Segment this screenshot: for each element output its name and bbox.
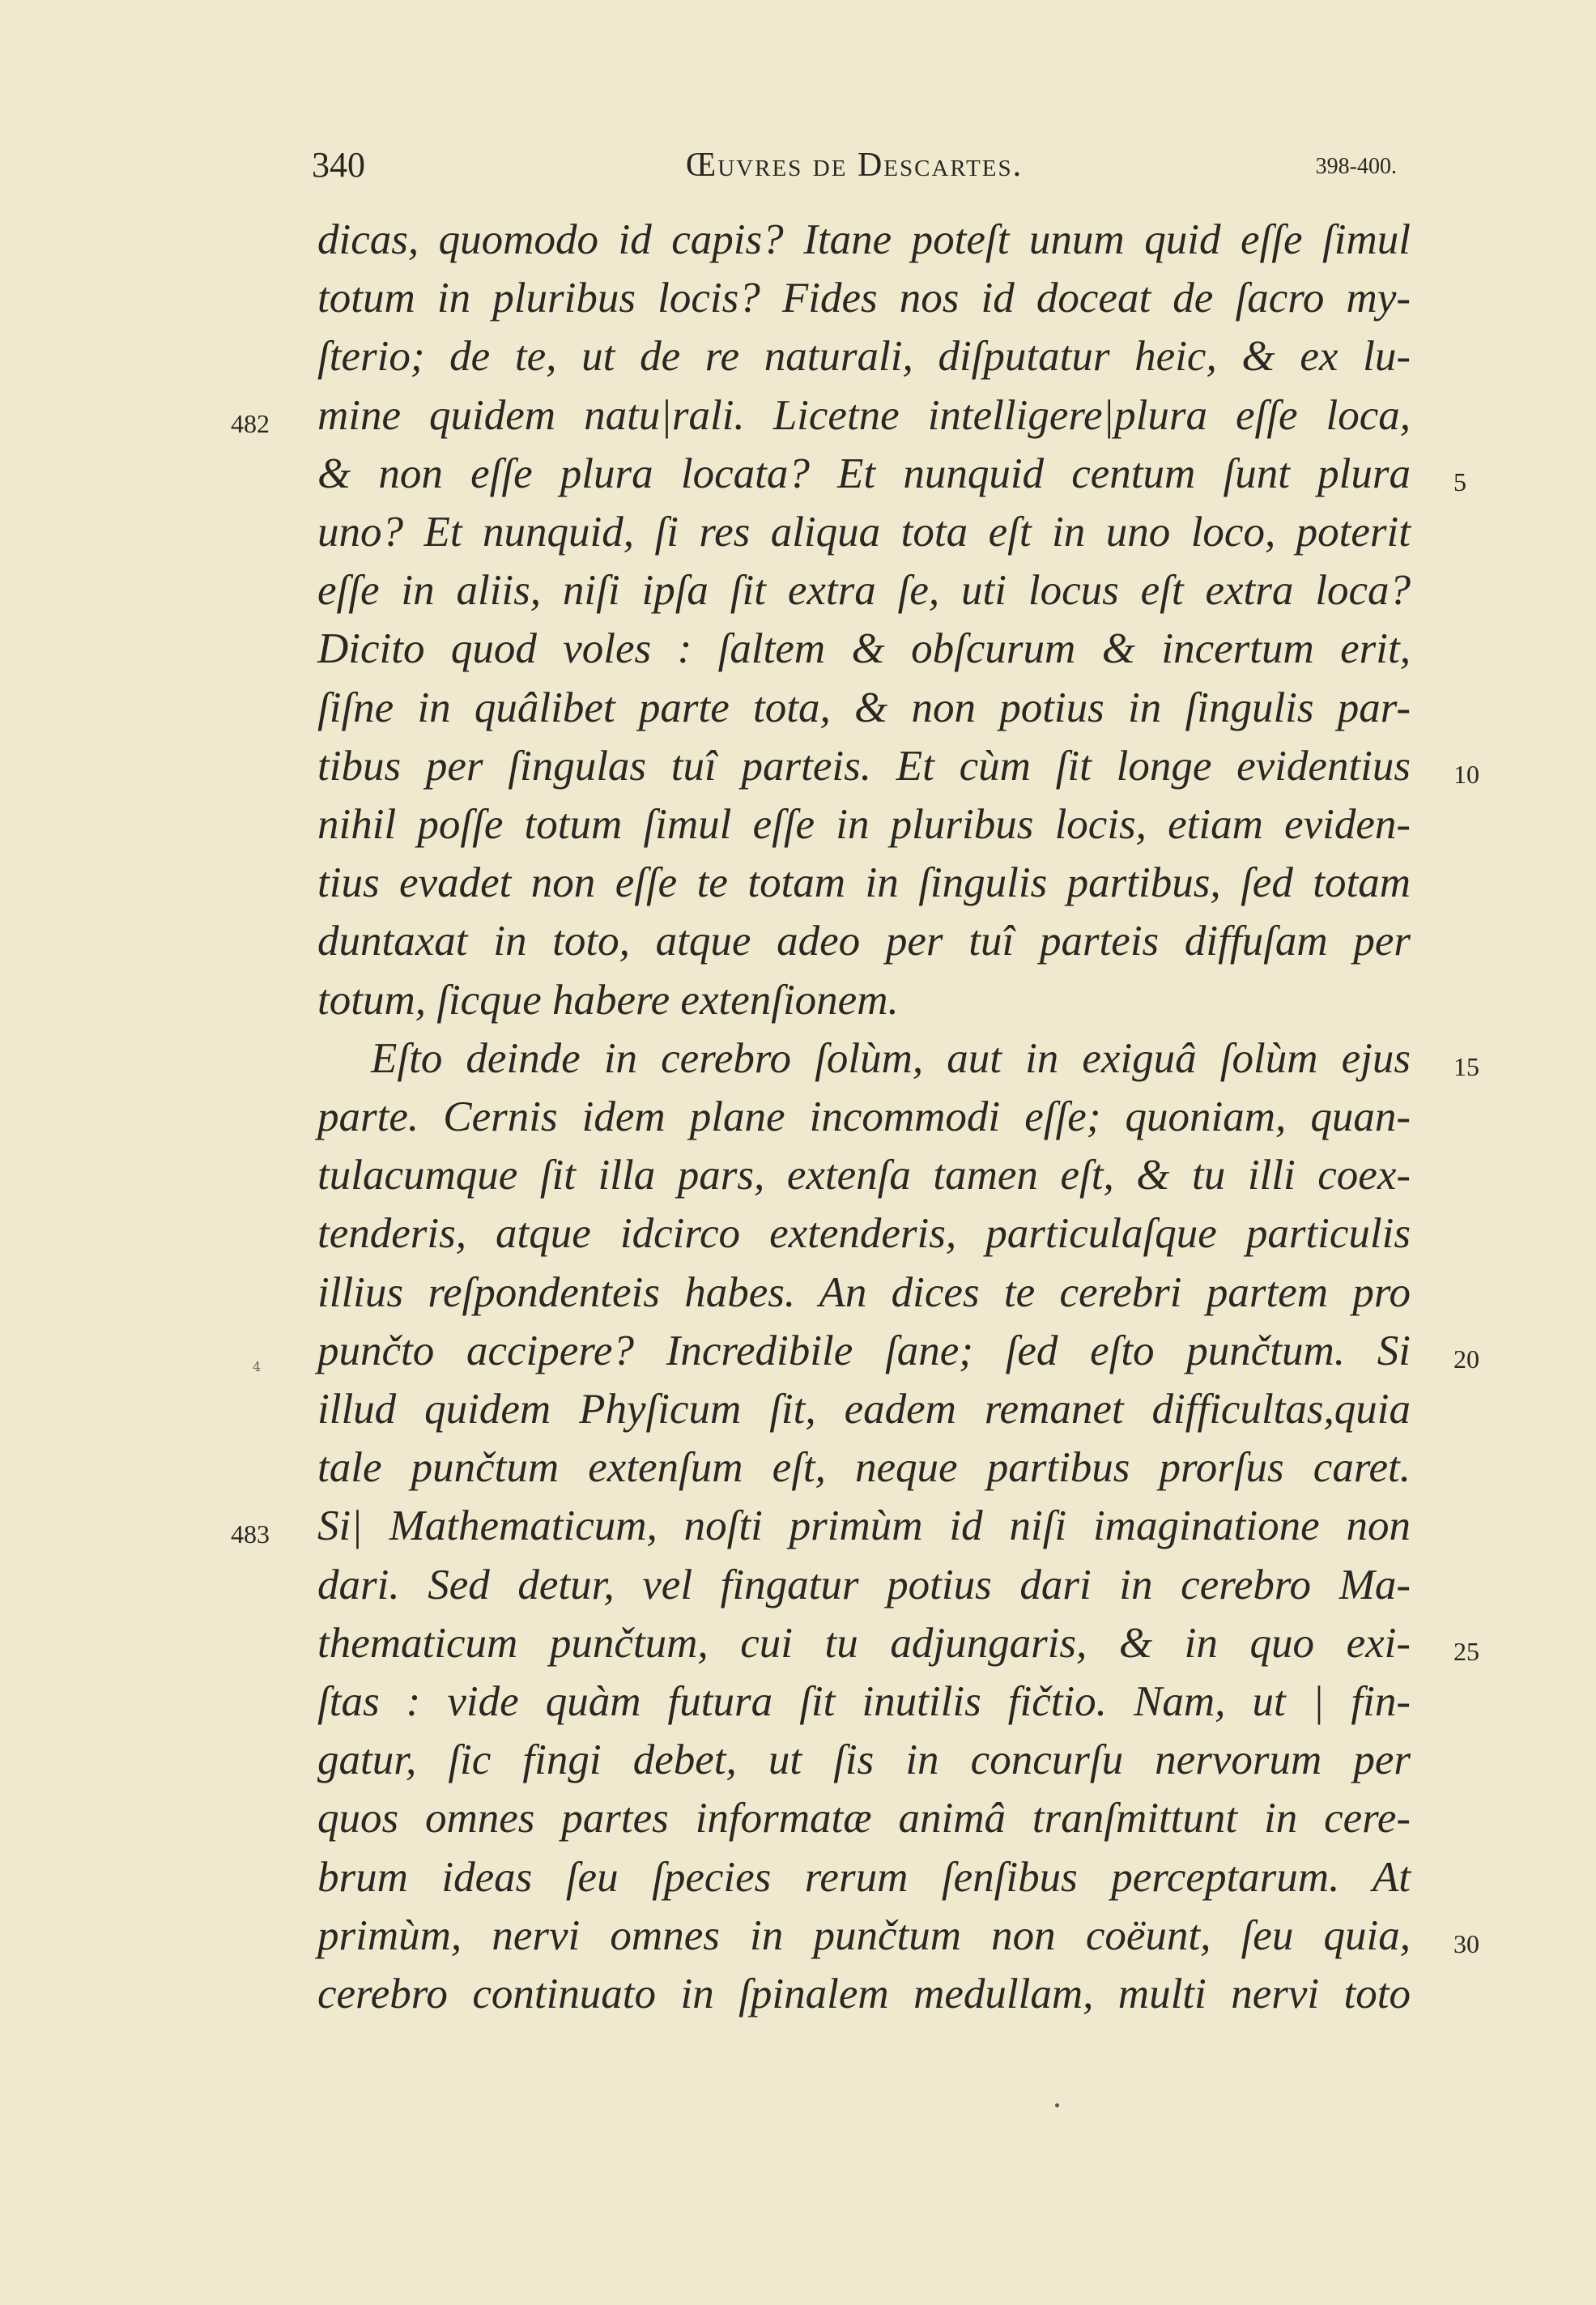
text-line: parte. Cernis idem plane incommodi eſſe; quoniam, quan- <box>317 1093 1411 1140</box>
text-line: tale punčtum extenſum eſt, neque partibus prorſus caret. <box>317 1444 1411 1492</box>
edition-page-marker: 483 <box>231 1519 270 1549</box>
text-line: tius evadet non eſſe te totam in ſingulis partibus, ſed totam <box>317 859 1411 907</box>
text-line: duntaxat in toto, atque adeo per tuî parteis diffuſam per <box>317 918 1411 965</box>
ink-speck <box>1055 2103 1059 2107</box>
text-line: nihil poſſe totum ſimul eſſe in pluribus locis, etiam eviden- <box>317 801 1411 848</box>
stray-mark: 4 <box>253 1359 262 1374</box>
text-line: & non eſſe plura locata? Et nunquid centum ſunt plura <box>317 449 1411 497</box>
line-number: 20 <box>1453 1344 1479 1374</box>
line-number: 5 <box>1453 467 1466 496</box>
text-line: thematicum punčtum, cui tu adjungaris, & in quo exi- <box>317 1619 1411 1667</box>
text-line: eſſe in aliis, niſi ipſa ſit extra ſe, uti locus eſt extra loca? <box>317 567 1411 615</box>
line-number: 15 <box>1453 1051 1479 1081</box>
line-number: 30 <box>1453 1928 1479 1958</box>
text-line: uno? Et nunquid, ſi res aliqua tota eſt in uno loco, poterit <box>317 509 1411 556</box>
text-line: tenderis, atque idcirco extenderis, particulaſque particulis <box>317 1210 1411 1258</box>
text-line: Dicito quod voles : ſaltem & obſcurum & incertum erit, <box>317 625 1411 673</box>
page-header <box>312 144 1397 193</box>
text-line: punčto accipere? Incredibile ſane; ſed eſto punčtum. Si <box>317 1327 1411 1374</box>
text-line: ſterio; de te, ut de re naturali, diſputatur heic, & ex lu- <box>317 333 1411 381</box>
text-line: tulacumque ſit illa pars, extenſa tamen eſt, & tu illi coex- <box>317 1152 1411 1199</box>
text-line: gatur, ſic fingi debet, ut ſis in concurſu nervorum per <box>317 1736 1411 1784</box>
text-line: totum in pluribus locis? Fides nos id doceat de ſacro my- <box>317 275 1411 322</box>
page-range: 398-400. <box>1315 154 1397 179</box>
text-line: illud quidem Phyſicum ſit, eadem remanet difficultas,quia <box>317 1386 1411 1433</box>
page-number: 340 <box>312 145 365 185</box>
edition-page-marker: 482 <box>231 408 270 438</box>
line-number: 10 <box>1453 759 1479 789</box>
text-line: totum, ſicque habere extenſionem. <box>317 976 899 1024</box>
text-line: Si| Mathematicum, noſti primùm id niſi imaginatione non <box>317 1502 1411 1550</box>
text-line: ſtas : vide quàm futura ſit inutilis fičtio. Nam, ut | fin- <box>317 1678 1411 1725</box>
text-line: mine quidem natu|rali. Licetne intelligere|plura eſſe loca, <box>317 391 1411 439</box>
text-line: quos omnes partes informatæ animâ tranſmittunt in cere- <box>317 1795 1411 1843</box>
text-line: tibus per ſingulas tuî parteis. Et cùm ſit longe evidentius <box>317 742 1411 790</box>
text-line: Eſto deinde in cerebro ſolùm, aut in exiguâ ſolùm ejus <box>371 1034 1411 1082</box>
text-line: brum ideas ſeu ſpecies rerum ſenſibus perceptarum. At <box>317 1853 1411 1901</box>
text-line: dari. Sed detur, vel fingatur potius dari in cerebro Ma- <box>317 1561 1411 1608</box>
text-line: dicas, quomodo id capis? Itane poteſt unum quid eſſe ſimul <box>317 216 1411 263</box>
text-line: primùm, nervi omnes in punčtum non coëunt, ſeu quia, <box>317 1911 1411 1959</box>
text-line: cerebro continuato in ſpinalem medullam, multi nervi toto <box>317 1971 1411 2017</box>
text-line: illius reſpondenteis habes. An dices te cerebri partem pro <box>317 1268 1411 1316</box>
line-number: 25 <box>1453 1636 1479 1666</box>
text-line: ſiſne in quâlibet parte tota, & non potius in ſingulis par- <box>317 684 1411 731</box>
running-title: Œuvres de Descartes. <box>685 147 1024 184</box>
